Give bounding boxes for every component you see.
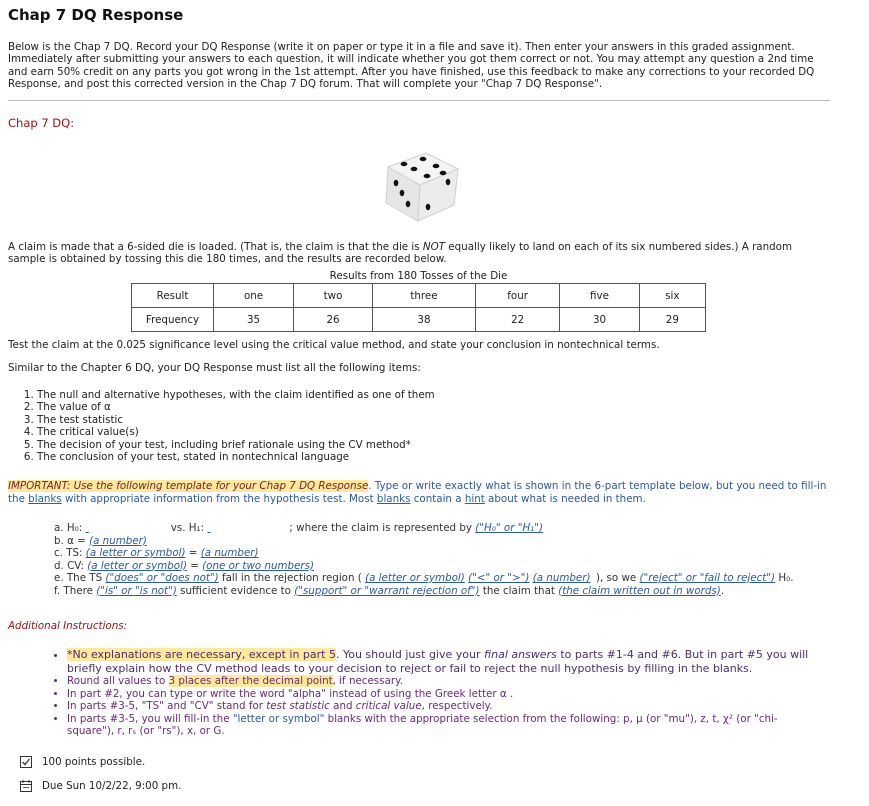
additional-notes-list <box>54 648 824 738</box>
results-table <box>131 283 706 332</box>
blanks-word: blanks <box>376 493 411 505</box>
list-item: • In parts #3-5, "TS" and "CV" stand for test statistic and critical value, respectively. <box>67 700 824 713</box>
blank-decision: ("reject" or "fail to reject") <box>639 572 776 584</box>
list-item: • *No explanations are necessary, except in part 5. You should just give your final answers to parts #1-4 and #6. But in part #5 you will briefly explain how the CV method leads to your decision to reject or fail to reject the null hypothesis by filling in the blanks. <box>67 648 824 675</box>
result-cell: five <box>560 284 639 308</box>
frequency-cell: 26 <box>294 308 373 332</box>
blank-ts-value: (a number) <box>200 547 259 559</box>
template-row-f: f. There ("is" or "is not") sufficient evidence to ("support" or "warrant rejection of") the claim that (the claim written out in words). <box>54 584 725 597</box>
blank-does: ("does" or "does not") <box>105 572 219 584</box>
similar-instruction: Similar to the Chapter 6 DQ, your DQ Response must list all the following items: <box>8 362 421 374</box>
blank-claim-hyp: ("H₀" or "H₁") <box>475 522 544 534</box>
intro-paragraph: Below is the Chap 7 DQ. Record your DQ Response (write it on paper or type it in a file and save it). Then enter your answers in this graded assignment. Immediately after submitting your answers to each question, it will indicate whether you got them correct or not. You may attempt any question a 2nd time and earn 50% credit on any parts you got wrong in the 1st attempt. After you have finished, use this feedback to make any corrections to your recorded DQ Response, and post this corrected version in the Chap 7 DQ forum. That will complete your "Chap 7 DQ Response". <box>8 41 815 90</box>
additional-heading: Additional Instructions: <box>8 620 128 632</box>
list-item: 3. The test statistic <box>37 414 435 426</box>
response-template <box>54 522 794 597</box>
list-item: 1. The null and alternative hypotheses, with the claim identified as one of them <box>37 389 435 401</box>
frequency-cell: 30 <box>560 308 639 332</box>
frequency-cell: 38 <box>372 308 475 332</box>
blank-inequality: ("<" or ">") <box>468 572 530 584</box>
table-caption: Results from 180 Tosses of the Die <box>329 270 508 282</box>
hint-word: hint <box>464 493 485 505</box>
claim-text-1: A claim is made that a 6-sided die is loaded. (That is, the claim is that the die is <box>8 241 423 253</box>
blank-is: ("is" or "is not") <box>96 584 177 597</box>
important-text: contain a <box>410 493 465 505</box>
frequency-cell: 29 <box>639 308 705 332</box>
row-header-frequency: Frequency <box>132 308 214 332</box>
claim-not: NOT <box>422 241 446 253</box>
points-line <box>20 756 145 768</box>
divider <box>8 100 830 101</box>
table-row <box>132 308 706 332</box>
blank-ts-symbol: (a letter or symbol) <box>85 547 186 559</box>
list-item: 2. The value of α <box>37 401 435 413</box>
claim-paragraph <box>8 241 828 266</box>
list-item: • Round all values to 3 places after the decimal point, if necessary. <box>67 675 824 688</box>
blank-alpha: (a number) <box>89 534 147 547</box>
list-item: • In parts #3-5, you will fill-in the "letter or symbol" blanks with the appropriate selection from the following: p, μ (or "mu"), z, t, χ² (or "chi-square"), r, rₛ (or "rs"), x, or G. <box>67 713 824 738</box>
blank-region-number: (a number) <box>532 572 591 584</box>
calendar-icon <box>20 780 32 792</box>
list-item: 5. The decision of your test, including brief rationale using the CV method* <box>37 439 435 451</box>
test-instruction: Test the claim at the 0.025 significance level using the critical value method, and state your conclusion in nontechnical terms. <box>8 339 660 351</box>
subheading: Chap 7 DQ: <box>8 116 75 130</box>
frequency-cell: 35 <box>214 308 294 332</box>
template-row-d: d. CV: (a letter or symbol) = (one or two numbers) <box>54 559 315 572</box>
important-text: with appropriate information from the hypothesis test. Most <box>61 493 377 505</box>
result-cell: two <box>294 284 373 308</box>
template-row-e: e. The TS ("does" or "does not") fall in the rejection region ( (a letter or symbol) ("<" or ">") (a number) ), so we ("reject" or "fail to reject") H₀. <box>54 572 794 584</box>
important-label: IMPORTANT: Use the following template for your Chap 7 DQ Response <box>8 480 369 492</box>
claim-text-2: equally likely to land on each of its six numbered sides.) A random sample is obtained by tossing this die 180 times, and the results are recorded below. <box>8 241 793 266</box>
list-item: 6. The conclusion of your test, stated in nontechnical language <box>37 451 435 463</box>
important-text: about what is needed in them. <box>484 493 646 505</box>
checkbox-icon <box>20 756 32 768</box>
template-row-c: c. TS: (a letter or symbol) = (a number) <box>54 547 794 560</box>
table-row <box>132 284 706 308</box>
page-title: Chap 7 DQ Response <box>8 6 184 24</box>
blanks-word: blanks <box>28 493 62 505</box>
result-cell: three <box>372 284 475 308</box>
die-image <box>380 147 460 225</box>
blank-cv-symbol: (a letter or symbol) <box>87 559 187 572</box>
points-text: 100 points possible. <box>42 756 146 768</box>
important-text: . Type or write exactly what is shown in the 6-part template below, but you need to fill-in the <box>8 480 827 505</box>
result-cell: one <box>214 284 294 308</box>
result-cell: four <box>475 284 559 308</box>
blank-h1 <box>207 522 289 535</box>
template-row-b: b. α = (a number) <box>54 535 794 548</box>
blank-cv-value: (one or two numbers) <box>202 559 315 572</box>
result-cell: six <box>639 284 705 308</box>
important-note <box>8 480 830 506</box>
due-line <box>20 780 181 792</box>
list-item: 4. The critical value(s) <box>37 426 435 438</box>
required-items-list <box>24 389 435 463</box>
blank-region-symbol: (a letter or symbol) <box>365 572 465 584</box>
blank-h0 <box>85 522 167 535</box>
due-text: Due Sun 10/2/22, 9:00 pm. <box>42 780 182 792</box>
frequency-cell: 22 <box>475 308 559 332</box>
blank-claim-words: (the claim written out in words) <box>558 584 721 597</box>
template-row-a: a. H₀: vs. H₁: ; where the claim is represented by ("H₀" or "H₁") <box>54 522 544 534</box>
row-header-result: Result <box>132 284 214 308</box>
list-item: • In part #2, you can type or write the word "alpha" instead of using the Greek letter α . <box>67 688 824 701</box>
blank-support: ("support" or "warrant rejection of") <box>294 584 480 597</box>
